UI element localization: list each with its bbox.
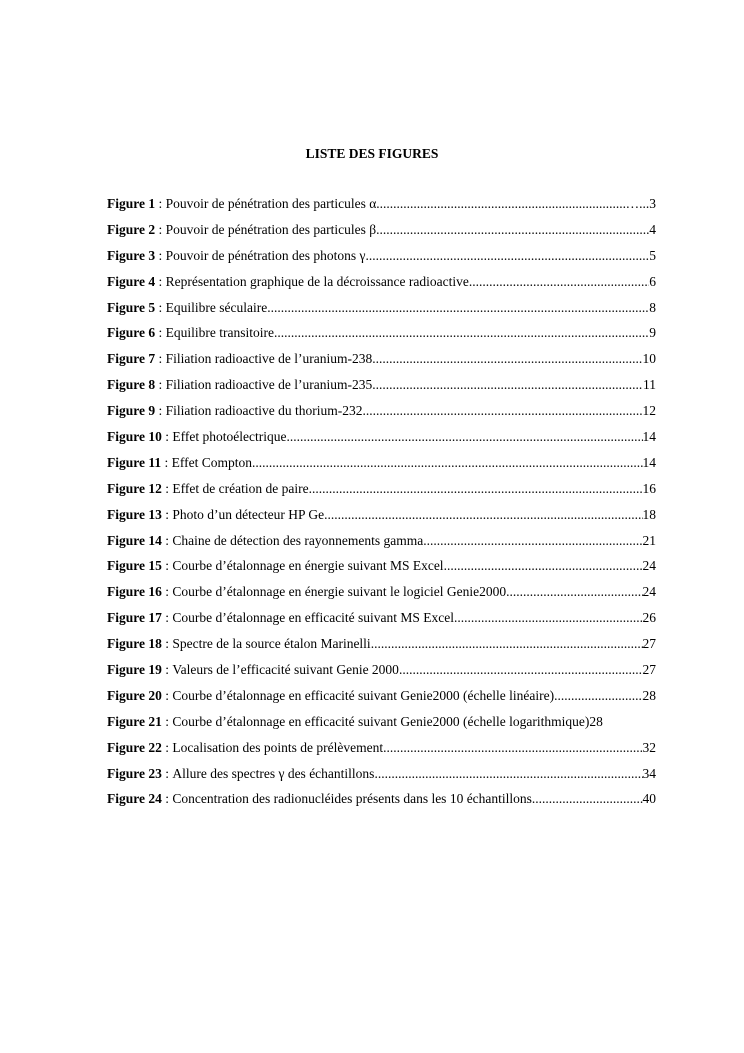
page-number: 8 [649, 299, 656, 315]
entry-separator: : [161, 765, 173, 781]
figure-entry-11[interactable] [107, 455, 656, 481]
entry-separator: : [155, 221, 166, 237]
figure-number: Figure 10 [107, 429, 162, 445]
figure-number: Figure 22 [107, 739, 162, 755]
figure-entry-17[interactable] [107, 610, 656, 636]
entry-separator: : [161, 454, 172, 470]
figure-number: Figure 17 [107, 610, 162, 626]
page-number: 32 [642, 739, 656, 755]
entry-separator: : [155, 273, 166, 289]
dot-leader [554, 688, 642, 704]
figure-number: Figure 16 [107, 584, 162, 600]
page-number: 14 [642, 429, 656, 445]
page-number: 10 [642, 351, 656, 367]
figure-entry-5[interactable] [107, 300, 656, 326]
entry-separator: : [161, 506, 173, 522]
dot-leader [274, 325, 649, 341]
figure-entry-21[interactable] [107, 714, 656, 740]
dot-leader [252, 455, 642, 471]
figure-entry-19[interactable] [107, 662, 656, 688]
dot-leader [365, 248, 649, 264]
entry-separator: : [161, 636, 173, 652]
figure-caption: Localisation des points de prélèvement [172, 739, 384, 755]
dot-leader [374, 766, 642, 782]
figure-number: Figure 20 [107, 687, 162, 703]
figure-number: Figure 11 [107, 454, 162, 470]
dot-leader [267, 300, 649, 316]
figure-number: Figure 6 [107, 325, 156, 341]
page-number: 24 [642, 558, 656, 574]
entry-separator: : [155, 377, 166, 393]
figure-caption: Filiation radioactive de l’uranium-235 [165, 377, 373, 393]
dot-leader [371, 636, 643, 652]
figure-entry-1[interactable] [107, 196, 656, 222]
dot-leader [444, 558, 643, 574]
figure-number: Figure 13 [107, 506, 162, 522]
figure-entry-7[interactable] [107, 351, 656, 377]
dot-leader [309, 481, 643, 497]
figure-caption: Pouvoir de pénétration des particules α [165, 196, 377, 211]
figure-entry-24[interactable] [107, 791, 656, 817]
dot-leader [469, 274, 649, 290]
entry-separator: : [155, 351, 166, 367]
figure-caption: Représentation graphique de la décroissance radioactive [165, 273, 469, 289]
dot-leader [376, 196, 625, 212]
page-title: LISTE DES FIGURES [305, 146, 439, 161]
page-number: 18 [642, 506, 656, 522]
dot-leader [423, 533, 642, 549]
page-number: 11 [643, 377, 656, 393]
figure-caption: Chaine de détection des rayonnements gamma [172, 532, 424, 548]
figure-number: Figure 5 [107, 299, 156, 315]
figure-caption: Courbe d’étalonnage en efficacité suivant MS Excel [172, 610, 455, 626]
figure-number: Figure 8 [107, 377, 156, 393]
figure-caption: Effet photoélectrique [172, 429, 287, 445]
figure-number: Figure 18 [107, 636, 162, 652]
entry-separator: : [161, 532, 173, 548]
dot-leader [454, 610, 642, 626]
page-number: 9 [649, 325, 656, 341]
figure-number: Figure 21 [107, 713, 162, 729]
figure-caption: Effet Compton [171, 454, 253, 470]
dot-leader [506, 584, 642, 600]
figure-entry-6[interactable] [107, 325, 656, 351]
figure-caption: Photo d’un détecteur HP Ge [172, 506, 325, 522]
page-number: 24 [642, 584, 656, 600]
entry-separator: : [161, 610, 173, 626]
figure-number: Figure 4 [107, 273, 156, 289]
page-number: …...3 [625, 196, 656, 211]
dot-leader [399, 662, 643, 678]
entry-separator: : [161, 791, 173, 807]
figure-entry-22[interactable] [107, 740, 656, 766]
figure-entry-10[interactable] [107, 429, 656, 455]
figure-caption: Pouvoir de pénétration des photons γ [165, 247, 366, 263]
dot-leader [376, 222, 649, 238]
dot-leader [372, 377, 643, 393]
entry-separator: : [161, 739, 173, 755]
figure-caption: Spectre de la source étalon Marinelli [172, 636, 371, 652]
entry-separator: : [161, 662, 173, 678]
figure-number: Figure 12 [107, 480, 162, 496]
figure-number: Figure 14 [107, 532, 162, 548]
page-number: 28 [642, 687, 656, 703]
entry-separator: : [161, 558, 173, 574]
figure-entry-16[interactable] [107, 584, 656, 610]
entry-separator: : [161, 480, 173, 496]
page-number: 6 [649, 273, 656, 289]
figure-entry-18[interactable] [107, 636, 656, 662]
entry-separator: : [155, 247, 166, 263]
dot-leader [383, 740, 642, 756]
entry-separator: : [155, 325, 166, 341]
figure-caption: Filiation radioactive du thorium-232 [165, 403, 363, 419]
figure-entry-9[interactable] [107, 403, 656, 429]
page-number: 4 [649, 221, 656, 237]
figure-caption: Allure des spectres γ des échantillons [172, 765, 375, 781]
entry-separator: : [161, 713, 173, 729]
figure-number: Figure 15 [107, 558, 162, 574]
page-number: 12 [642, 403, 656, 419]
page-number: 34 [642, 765, 656, 781]
figure-entry-15[interactable] [107, 558, 656, 584]
figure-caption: Courbe d’étalonnage en efficacité suivant Genie2000 (échelle linéaire) [172, 687, 555, 703]
figure-number: Figure 2 [107, 221, 156, 237]
figure-caption: Pouvoir de pénétration des particules β [165, 221, 377, 237]
page-number: 40 [642, 791, 656, 807]
dot-leader [362, 403, 642, 419]
figure-list [107, 196, 656, 817]
dot-leader [532, 791, 643, 807]
page-number: 27 [642, 636, 656, 652]
figure-number: Figure 9 [107, 403, 156, 419]
dot-leader [372, 351, 642, 367]
figure-entry-23[interactable] [107, 766, 656, 792]
figure-entry-8[interactable] [107, 377, 656, 403]
figure-caption: Courbe d’étalonnage en efficacité suivant Genie2000 (échelle logarithmique) [172, 713, 590, 729]
dot-leader [286, 429, 642, 445]
figure-caption: Equilibre séculaire [165, 299, 268, 315]
entry-separator: : [155, 299, 166, 315]
figure-number: Figure 19 [107, 662, 162, 678]
entry-separator: : [161, 687, 173, 703]
figure-caption: Equilibre transitoire [165, 325, 274, 341]
entry-separator: : [155, 196, 166, 211]
dot-leader [324, 507, 642, 523]
figure-entry-14[interactable] [107, 533, 656, 559]
figure-entry-20[interactable] [107, 688, 656, 714]
figure-entry-13[interactable] [107, 507, 656, 533]
figure-entry-3[interactable] [107, 248, 656, 274]
figure-number: Figure 7 [107, 351, 156, 367]
figure-number: Figure 23 [107, 765, 162, 781]
figure-caption: Filiation radioactive de l’uranium-238 [165, 351, 373, 367]
figure-entry-12[interactable] [107, 481, 656, 507]
page-number: 16 [642, 480, 656, 496]
page-number: 27 [642, 662, 656, 678]
entry-separator: : [155, 403, 166, 419]
entry-separator: : [161, 429, 173, 445]
page-number: 28 [589, 713, 603, 729]
page-number: 14 [642, 454, 656, 470]
entry-separator: : [161, 584, 173, 600]
figure-caption: Courbe d’étalonnage en énergie suivant le logiciel Genie2000 [172, 584, 507, 600]
page-number: 21 [642, 532, 656, 548]
figure-entry-4[interactable] [107, 274, 656, 300]
page-number: 26 [642, 610, 656, 626]
figure-caption: Concentration des radionucléides présents dans les 10 échantillons [172, 791, 532, 807]
figure-caption: Effet de création de paire [172, 480, 309, 496]
figure-number: Figure 1 [107, 196, 156, 211]
figure-number: Figure 3 [107, 247, 156, 263]
figure-entry-2[interactable] [107, 222, 656, 248]
figure-number: Figure 24 [107, 791, 162, 807]
page-number: 5 [649, 247, 656, 263]
figure-caption: Courbe d’étalonnage en énergie suivant MS Excel [172, 558, 444, 574]
figure-caption: Valeurs de l’efficacité suivant Genie 2000 [172, 662, 399, 678]
